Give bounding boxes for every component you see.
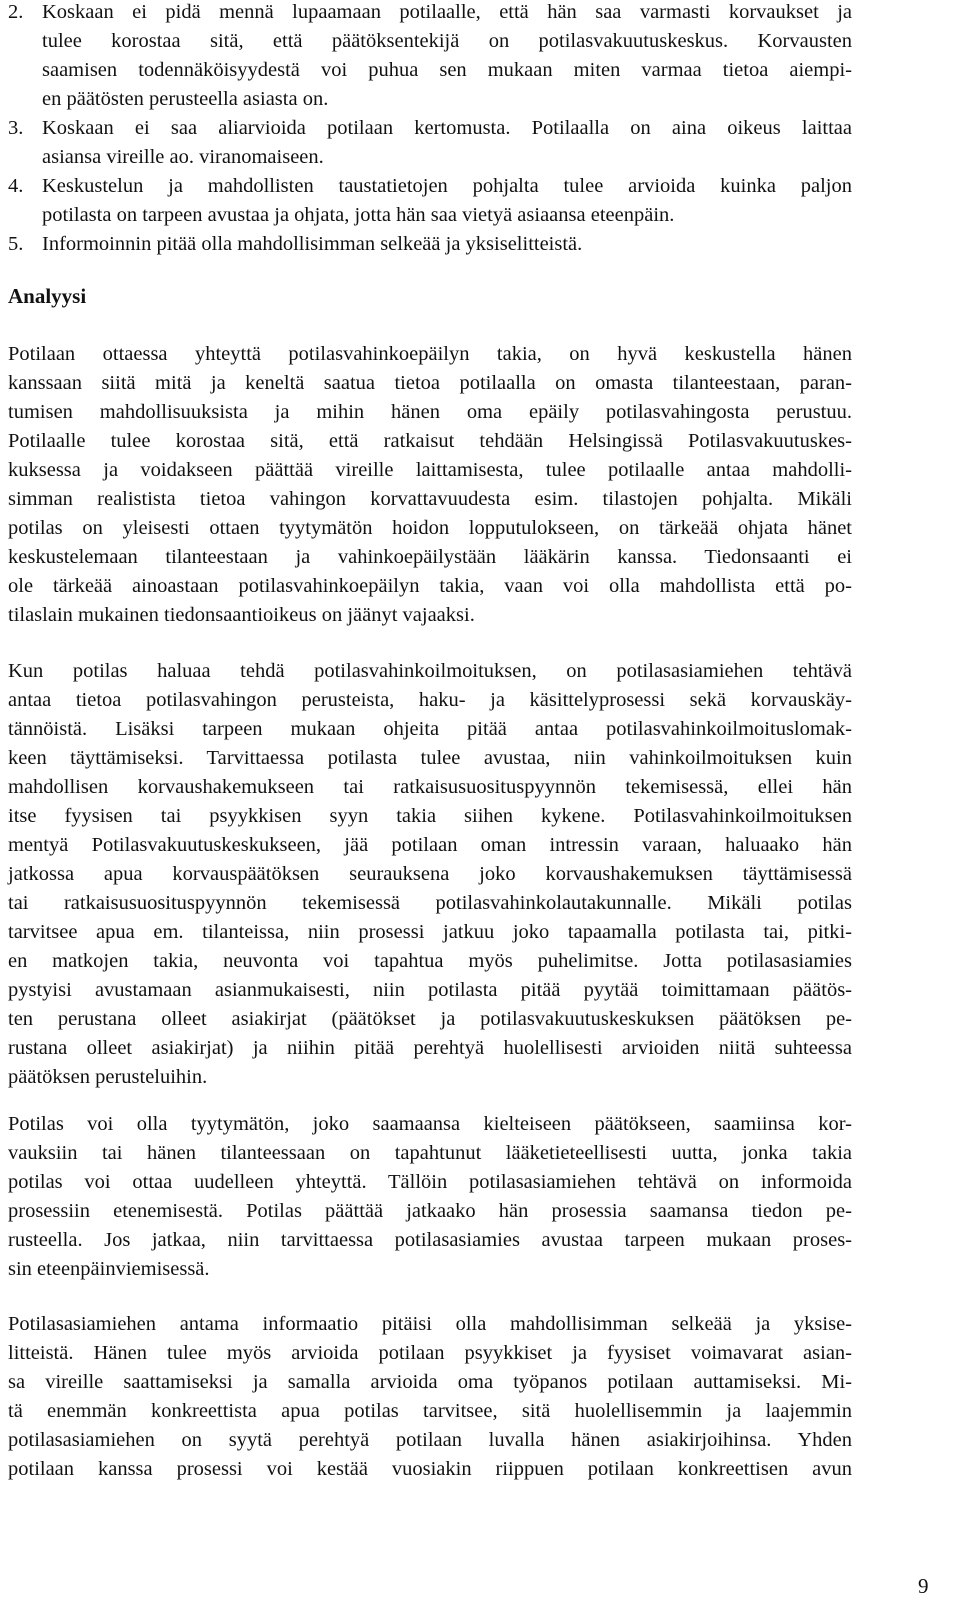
list-item-line: Koskaan ei saa aliarvioida potilaan kertomusta. Potilaalla on aina oikeus laittaa [42,117,852,139]
paragraph-line: keskustelemaan tilanteestaan ja vahinkoepäilystään lääkärin kanssa. Tiedonsaanti ei [8,546,852,568]
paragraph-line: kuksessa ja voidakseen päättää vireille laittamisesta, tulee potilaalle antaa mahdolli- [8,459,852,481]
list-item-line: en päätösten perusteella asiasta on. [42,88,329,110]
list-number: 5. [8,233,24,255]
paragraph-line: ole tärkeää ainoastaan potilasvahinkoepäilyn takia, vaan voi olla mahdollista että po- [8,575,852,597]
paragraph-line: Potilas voi olla tyytymätön, joko saamaansa kielteiseen päätökseen, saamiinsa kor- [8,1113,852,1135]
paragraph-line: päätöksen perusteluihin. [8,1066,208,1088]
paragraph-line: tännöistä. Lisäksi tarpeen mukaan ohjeita pitää antaa potilasvahinkoilmoituslomak- [8,718,852,740]
paragraph-line: sin eteenpäinviemisessä. [8,1258,210,1280]
paragraph-line: tarvitsee apua em. tilanteissa, niin prosessi jatkuu joko tapaamalla potilasta tai, pitki- [8,921,852,943]
paragraph-line: mentyä Potilasvakuutuskeskukseen, jää potilaan oman intressin varaan, haluaako hän [8,834,852,856]
paragraph-line: tumisen mahdollisuuksista ja mihin hänen oma epäily potilasvahingosta perustuu. [8,401,852,423]
list-item-line: Informoinnin pitää olla mahdollisimman selkeää ja yksiselitteistä. [42,233,583,255]
paragraph-line: mahdollisen korvaushakemukseen tai ratkaisusuosituspyynnön tekemisessä, ellei hän [8,776,852,798]
list-item-line: potilasta on tarpeen avustaa ja ohjata, jotta hän saa vietyä asiaansa eteenpäin. [42,204,675,226]
paragraph-line: jatkossa apua korvauspäätöksen seurauksena joko korvaushakemuksen täyttämisessä [8,863,852,885]
paragraph-line: Potilaalle tulee korostaa sitä, että ratkaisut tehdään Helsingissä Potilasvakuutuskes- [8,430,852,452]
list-item-line: saamisen todennäköisyydestä voi puhua sen mukaan miten varmaa tietoa aiempi- [42,59,852,81]
paragraph-line: ten perustana olleet asiakirjat (päätökset ja potilasvakuutuskeskuksen päätöksen pe- [8,1008,852,1030]
paragraph-line: Potilasasiamiehen antama informaatio pitäisi olla mahdollisimman selkeää ja yksise- [8,1313,852,1335]
list-number: 3. [8,117,24,139]
paragraph-line: rusteella. Jos jatkaa, niin tarvittaessa potilasasiamies avustaa tarpeen mukaan proses- [8,1229,852,1251]
list-number: 2. [8,1,24,23]
paragraph-line: sa vireille saattamiseksi ja samalla arvioida oma työpanos potilaan auttamiseksi. Mi- [8,1371,852,1393]
paragraph-line: potilas voi ottaa uudelleen yhteyttä. Tällöin potilasasiamiehen tehtävä on informoida [8,1171,852,1193]
list-item-line: Keskustelun ja mahdollisten taustatietojen pohjalta tulee arvioida kuinka paljon [42,175,852,197]
paragraph-line: potilas on yleisesti ottaen tyytymätön hoidon lopputulokseen, on tärkeää ohjata hänet [8,517,852,539]
section-heading: Analyysi [8,284,87,308]
paragraph-line: tilaslain mukainen tiedonsaantioikeus on jäänyt vajaaksi. [8,604,475,626]
paragraph-line: keen täyttämiseksi. Tarvittaessa potilasta tulee avustaa, niin vahinkoilmoituksen kuin [8,747,852,769]
paragraph-line: pystyisi avustamaan asianmukaisesti, niin potilasta pitää pyytää toimittamaan päätös- [8,979,852,1001]
paragraph-line: en matkojen takia, neuvonta voi tapahtua myös puhelimitse. Jotta potilasasiamies [8,950,852,972]
paragraph-line: simman realistista tietoa vahingon korvattavuudesta esim. tilastojen pohjalta. Mikäli [8,488,852,510]
paragraph-line: kanssaan siitä mitä ja keneltä saatua tietoa potilaalla on omasta tilanteestaan, paran- [8,372,852,394]
paragraph-line: vauksiin tai hänen tilanteessaan on tapahtunut lääketieteellisesti uutta, jonka takia [8,1142,852,1164]
paragraph-line: antaa tietoa potilasvahingon perusteista, haku- ja käsittelyprosessi sekä korvauskäy- [8,689,852,711]
paragraph-line: tai ratkaisusuosituspyynnön tekemisessä potilasvahinkolautakunnalle. Mikäli potilas [8,892,852,914]
paragraph-line: potilaan kanssa prosessi voi kestää vuosiakin riippuen potilaan konkreettisen avun [8,1458,852,1480]
paragraph-line: rustana olleet asiakirjat) ja niihin pitää perehtyä huolellisesti arvioiden niitä suhteessa [8,1037,852,1059]
list-number: 4. [8,175,24,197]
list-item-line: asiansa vireille ao. viranomaiseen. [42,146,324,168]
paragraph-line: itse fyysisen tai psyykkisen syyn takia siihen kykene. Potilasvahinkoilmoituksen [8,805,852,827]
paragraph-line: prosessiin etenemisestä. Potilas päättää jatkaako hän prosessia saamansa tiedon pe- [8,1200,852,1222]
paragraph-line: tä enemmän konkreettista apua potilas tarvitsee, sitä huolellisemmin ja laajemmin [8,1400,852,1422]
paragraph-line: Kun potilas haluaa tehdä potilasvahinkoilmoituksen, on potilasasiamiehen tehtävä [8,660,852,682]
list-item-line: Koskaan ei pidä mennä lupaamaan potilaalle, että hän saa varmasti korvaukset ja [42,1,852,23]
paragraph-line: litteistä. Hänen tulee myös arvioida potilaan psyykkiset ja fyysiset voimavarat asian- [8,1342,852,1364]
page-number: 9 [918,1574,929,1598]
paragraph-line: Potilaan ottaessa yhteyttä potilasvahinkoepäilyn takia, on hyvä keskustella hänen [8,343,852,365]
list-item-line: tulee korostaa sitä, että päätöksentekijä on potilasvakuutuskeskus. Korvausten [42,30,852,52]
paragraph-line: potilasasiamiehen on syytä perehtyä potilaan luvalla hänen asiakirjoihinsa. Yhden [8,1429,852,1451]
